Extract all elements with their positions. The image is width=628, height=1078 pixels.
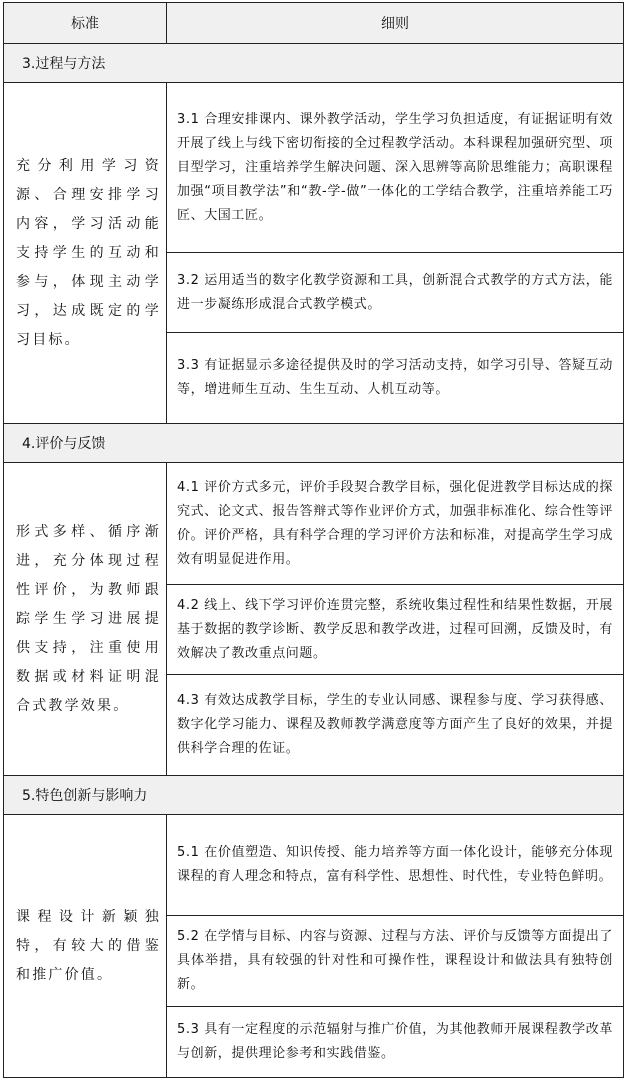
detail-cell: 4.3 有效达成教学目标，学生的专业认同感、课程参与度、学习获得感、数字化学习能力、课程及教师教学满意度等方面产生了良好的效果，并提供科学合理的佐证。 [167, 675, 624, 776]
section-title-row [4, 44, 624, 83]
detail-cell: 3.2 运用适当的数字化教学资源和工具，创新混合式教学的方式方法，能进一步凝练形成混合式教学模式。 [167, 253, 624, 333]
section-title: 3.过程与方法 [4, 44, 624, 83]
standard-cell: 课程设计新颖独特，有较大的借鉴和推广价值。 [4, 815, 167, 1078]
standard-cell: 充分利用学习资源、合理安排学习内容，学习活动能支持学生的互动和参与，体现主动学习，达成既定的学习目标。 [4, 83, 167, 424]
table-row [4, 463, 624, 585]
detail-cell: 3.3 有证据显示多途径提供及时的学习活动支持，如学习引导、答疑互动等，增进师生互动、生生互动、人机互动等。 [167, 333, 624, 424]
table-row [4, 83, 624, 253]
criteria-table [3, 2, 624, 1078]
detail-cell: 5.2 在学情与目标、内容与资源、过程与方法、评价与反馈等方面提出了具体举措，具有较强的针对性和可操作性，课程设计和做法具有独特创新。 [167, 916, 624, 1007]
table-header-row [4, 3, 624, 44]
section-title-row [4, 776, 624, 815]
header-standard: 标准 [4, 3, 167, 44]
detail-cell: 4.2 线上、线下学习评价连贯完整，系统收集过程性和结果性数据，开展基于数据的教学诊断、教学反思和教学改进，过程可回溯，反馈及时，有效解决了教改重点问题。 [167, 585, 624, 675]
detail-cell: 4.1 评价方式多元，评价手段契合教学目标，强化促进教学目标达成的探究式、论文式、报告答辩式等作业评价方式，加强非标准化、综合性等评价。评价严格，具有科学合理的学习评价方法和标准，对提高学生学习成效有明显促进作用。 [167, 463, 624, 585]
standard-cell: 形式多样、循序渐进，充分体现过程性评价，为教师跟踪学生学习进展提供支持，注重使用数据或材料证明混合式教学效果。 [4, 463, 167, 776]
section-title-row [4, 424, 624, 463]
section-title: 5.特色创新与影响力 [4, 776, 624, 815]
table-row [4, 815, 624, 916]
detail-cell: 5.1 在价值塑造、知识传授、能力培养等方面一体化设计，能够充分体现课程的育人理念和特点，富有科学性、思想性、时代性，专业特色鲜明。 [167, 815, 624, 916]
header-detail: 细则 [167, 3, 624, 44]
detail-cell: 5.3 具有一定程度的示范辐射与推广价值，为其他教师开展课程教学改革与创新，提供理论参考和实践借鉴。 [167, 1007, 624, 1078]
detail-cell: 3.1 合理安排课内、课外教学活动，学生学习负担适度，有证据证明有效开展了线上与线下密切衔接的全过程教学活动。本科课程加强研究型、项目型学习，注重培养学生解决问题、深入思辨等高阶思维能力；高职课程加强“项目教学法”和“教-学-做”一体化的工学结合教学，注重培养能工巧匠、大国工匠。 [167, 83, 624, 253]
section-title: 4.评价与反馈 [4, 424, 624, 463]
